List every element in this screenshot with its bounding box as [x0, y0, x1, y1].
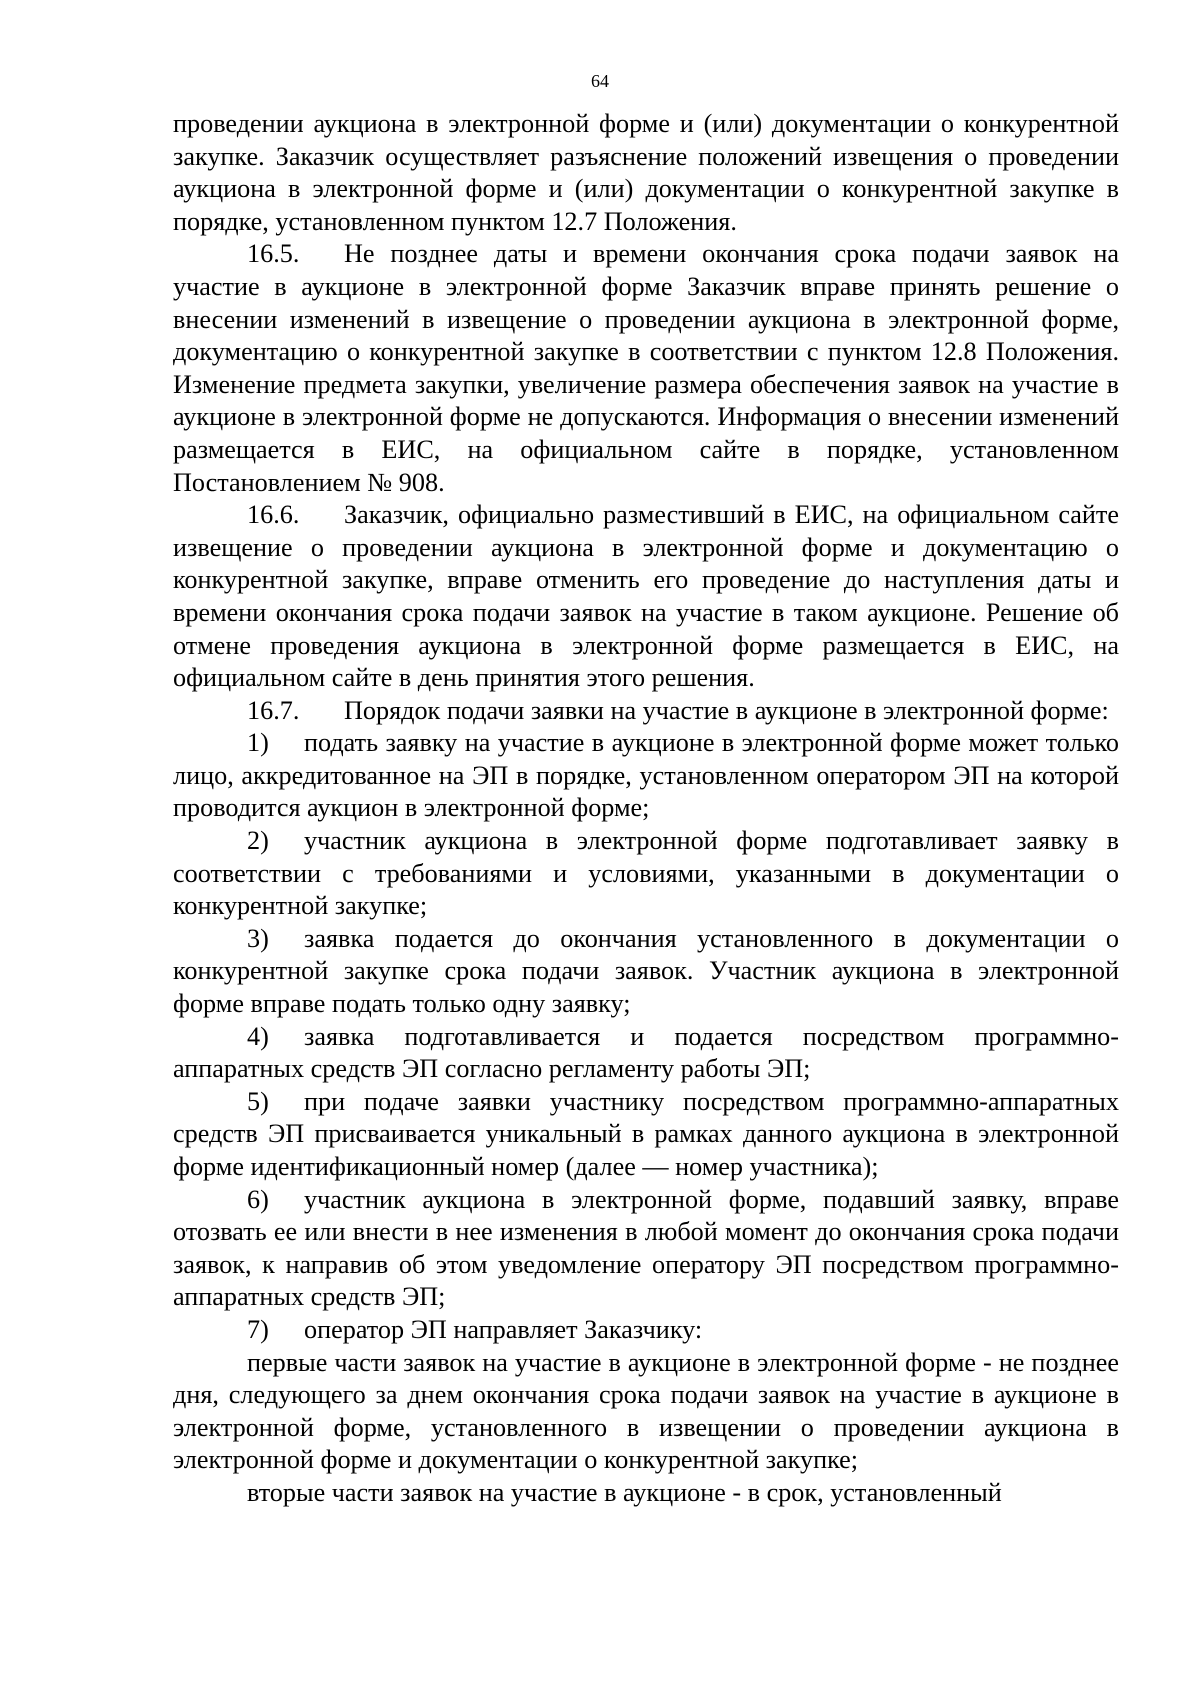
list-item-3 — [173, 923, 1119, 1021]
paragraph-text: первые части заявок на участие в аукционе в электронной форме - не позднее дня, следующего за днем окончания срока подачи заявок на участие в аукционе в электронной форме, установленного в извещении о проведении аукциона в электронной форме и документации о конкурентной закупке; — [173, 1347, 1119, 1475]
clause-16-7 — [173, 695, 1119, 728]
list-item-text: при подаче заявки участнику посредством программно-аппаратных средств ЭП присваивается уникальный в рамках данного аукциона в электронной форме идентификационный номер (далее — номер участника); — [173, 1086, 1119, 1181]
list-item-text: участник аукциона в электронной форме, подавший заявку, вправе отозвать ее или внести в нее изменения в любой момент до окончания срока подачи заявок, к направив об этом уведомление оператору ЭП посредством программно-аппаратных средств ЭП; — [173, 1184, 1119, 1312]
paragraph-text: вторые части заявок на участие в аукционе - в срок, установленный — [247, 1477, 1002, 1507]
list-item-number: 1) — [247, 728, 269, 758]
clause-text: Порядок подачи заявки на участие в аукционе в электронной форме: — [344, 695, 1109, 725]
paragraph-continuation — [173, 108, 1119, 238]
list-item-text: подать заявку на участие в аукционе в электронной форме может только лицо, аккредитованное на ЭП в порядке, установленном оператором ЭП на которой проводится аукцион в электронной форме; — [173, 728, 1119, 823]
list-item-text: участник аукциона в электронной форме подготавливает заявку в соответствии с требованиями и условиями, указанными в документации о конкурентной закупке; — [173, 826, 1119, 921]
clause-text: Заказчик, официально разместивший в ЕИС, на официальном сайте извещение о проведении аукциона в электронной форме и документацию о конкурентной закупке, вправе отменить его проведение до наступления даты и времени окончания срока подачи заявок на участие в таком аукционе. Решение об отмене проведения аукциона в электронной форме размещается в ЕИС, на официальном сайте в день принятия этого решения. — [173, 500, 1119, 693]
list-item-number: 5) — [247, 1086, 269, 1116]
paragraph-first-parts — [173, 1347, 1119, 1477]
clause-number: 16.7. — [247, 695, 300, 725]
list-item-4 — [173, 1021, 1119, 1086]
list-item-number: 4) — [247, 1021, 269, 1051]
list-item-5 — [173, 1086, 1119, 1184]
clause-text: Не позднее даты и времени окончания срока подачи заявок на участие в аукционе в электронной форме Заказчик вправе принять решение о внесении изменений в извещение о проведении аукциона в электронной форме, документацию о конкурентной закупке в соответствии с пунктом 12.8 Положения. Изменение предмета закупки, увеличение размера обеспечения заявок на участие в аукционе в электронной форме не допускаются. Информация о внесении изменений размещается в ЕИС, на официальном сайте в порядке, установленном Постановлением № 908. — [173, 239, 1119, 497]
page-number: 64 — [591, 71, 609, 91]
list-item-1 — [173, 727, 1119, 825]
clause-16-6 — [173, 499, 1119, 695]
paragraph-second-parts — [173, 1477, 1119, 1510]
paragraph-text: проведении аукциона в электронной форме и (или) документации о конкурентной закупке. Заказчик осуществляет разъяснение положений извещения о проведении аукциона в электронной форме и (или) документации о конкурентной закупке в порядке, установленном пунктом 12.7 Положения. — [173, 109, 1119, 236]
list-item-text: оператор ЭП направляет Заказчику: — [304, 1314, 703, 1344]
list-item-2 — [173, 825, 1119, 923]
list-item-text: заявка подготавливается и подается посредством программно-аппаратных средств ЭП согласно регламенту работы ЭП; — [173, 1021, 1119, 1084]
list-item-number: 7) — [247, 1314, 269, 1344]
list-item-6 — [173, 1184, 1119, 1314]
clause-16-5 — [173, 238, 1119, 499]
list-item-text: заявка подается до окончания установленного в документации о конкурентной закупке срока подачи заявок. Участник аукциона в электронной форме вправе подать только одну заявку; — [173, 923, 1119, 1019]
list-item-7 — [173, 1314, 1119, 1347]
clause-number: 16.5. — [247, 239, 300, 269]
clause-number: 16.6. — [247, 500, 300, 530]
document-body — [173, 108, 1119, 1510]
list-item-number: 6) — [247, 1184, 269, 1214]
list-item-number: 3) — [247, 923, 269, 953]
list-item-number: 2) — [247, 826, 269, 856]
